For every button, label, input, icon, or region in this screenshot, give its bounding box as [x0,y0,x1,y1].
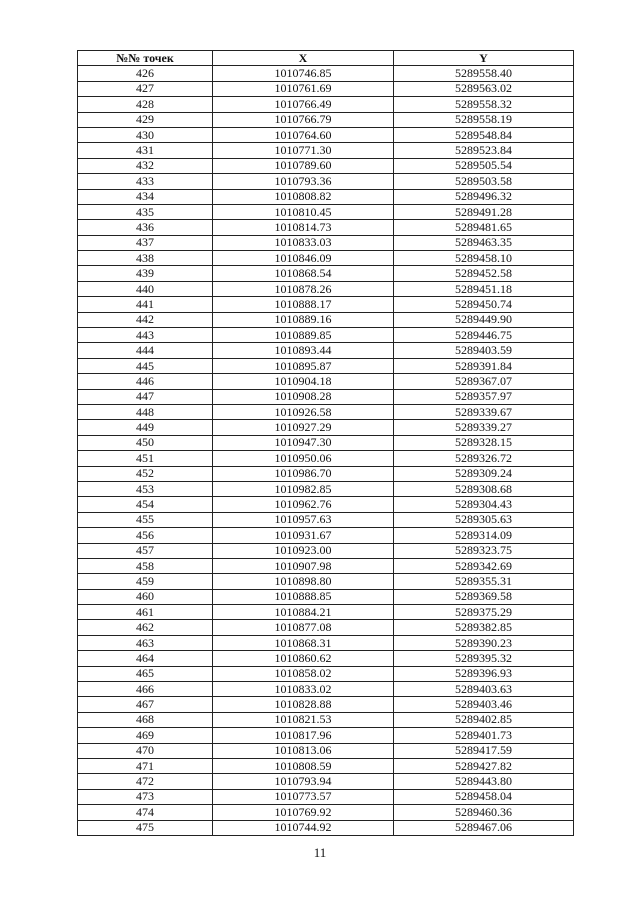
table-row [78,682,574,697]
cell-y: 5289309.24 [394,466,574,481]
cell-x: 1010793.94 [213,774,394,789]
cell-x: 1010773.57 [213,789,394,804]
table-row [78,589,574,604]
table-row [78,251,574,266]
cell-x: 1010817.96 [213,728,394,743]
cell-x: 1010893.44 [213,343,394,358]
cell-y: 5289304.43 [394,497,574,512]
cell-point-number: 432 [78,158,213,173]
cell-point-number: 458 [78,558,213,573]
cell-x: 1010947.30 [213,435,394,450]
cell-point-number: 466 [78,682,213,697]
table-row [78,805,574,820]
cell-point-number: 449 [78,420,213,435]
cell-point-number: 447 [78,389,213,404]
cell-point-number: 472 [78,774,213,789]
cell-point-number: 463 [78,635,213,650]
table-row [78,297,574,312]
cell-point-number: 437 [78,235,213,250]
cell-y: 5289523.84 [394,143,574,158]
cell-y: 5289451.18 [394,281,574,296]
cell-x: 1010982.85 [213,481,394,496]
cell-x: 1010868.31 [213,635,394,650]
table-row [78,66,574,81]
cell-y: 5289395.32 [394,651,574,666]
cell-y: 5289491.28 [394,204,574,219]
cell-x: 1010764.60 [213,127,394,142]
cell-x: 1010888.85 [213,589,394,604]
cell-point-number: 427 [78,81,213,96]
cell-y: 5289339.67 [394,404,574,419]
cell-x: 1010793.36 [213,174,394,189]
page-number: 11 [313,845,327,860]
cell-x: 1010766.49 [213,97,394,112]
table-row [78,235,574,250]
cell-y: 5289460.36 [394,805,574,820]
cell-x: 1010957.63 [213,512,394,527]
table-row [78,651,574,666]
cell-y: 5289355.31 [394,574,574,589]
column-header-y: Y [394,51,574,66]
cell-point-number: 434 [78,189,213,204]
table-row [78,543,574,558]
table-row [78,97,574,112]
cell-y: 5289558.19 [394,112,574,127]
table-row [78,328,574,343]
cell-y: 5289369.58 [394,589,574,604]
table-row [78,481,574,496]
cell-x: 1010858.02 [213,666,394,681]
table-row [78,574,574,589]
table-row [78,435,574,450]
table-row [78,712,574,727]
table-row [78,127,574,142]
cell-point-number: 448 [78,404,213,419]
table-row [78,404,574,419]
cell-y: 5289446.75 [394,328,574,343]
cell-x: 1010821.53 [213,712,394,727]
cell-x: 1010769.92 [213,805,394,820]
cell-x: 1010877.08 [213,620,394,635]
table-row [78,528,574,543]
cell-y: 5289558.32 [394,97,574,112]
cell-x: 1010813.06 [213,743,394,758]
cell-point-number: 451 [78,451,213,466]
cell-y: 5289496.32 [394,189,574,204]
cell-y: 5289357.97 [394,389,574,404]
cell-x: 1010931.67 [213,528,394,543]
cell-y: 5289463.35 [394,235,574,250]
column-header-x: X [213,51,394,66]
table-row [78,666,574,681]
cell-y: 5289401.73 [394,728,574,743]
cell-y: 5289417.59 [394,743,574,758]
cell-x: 1010962.76 [213,497,394,512]
cell-y: 5289367.07 [394,374,574,389]
table-row [78,728,574,743]
cell-point-number: 460 [78,589,213,604]
cell-y: 5289503.58 [394,174,574,189]
coordinates-table [77,50,574,836]
table-row [78,389,574,404]
cell-x: 1010746.85 [213,66,394,81]
cell-y: 5289396.93 [394,666,574,681]
cell-x: 1010884.21 [213,605,394,620]
table-row [78,512,574,527]
table-row [78,758,574,773]
cell-point-number: 456 [78,528,213,543]
column-header-point-number: №№ точек [78,51,213,66]
cell-x: 1010908.28 [213,389,394,404]
cell-point-number: 468 [78,712,213,727]
cell-y: 5289402.85 [394,712,574,727]
table-header-row [78,51,574,66]
table-body [78,66,574,836]
cell-point-number: 429 [78,112,213,127]
cell-y: 5289427.82 [394,758,574,773]
table-row [78,697,574,712]
cell-x: 1010889.85 [213,328,394,343]
cell-x: 1010868.54 [213,266,394,281]
cell-y: 5289342.69 [394,558,574,573]
table-row [78,820,574,835]
cell-point-number: 452 [78,466,213,481]
cell-y: 5289323.75 [394,543,574,558]
cell-x: 1010923.00 [213,543,394,558]
cell-y: 5289308.68 [394,481,574,496]
cell-x: 1010878.26 [213,281,394,296]
cell-y: 5289390.23 [394,635,574,650]
cell-x: 1010814.73 [213,220,394,235]
cell-y: 5289505.54 [394,158,574,173]
cell-x: 1010895.87 [213,358,394,373]
cell-point-number: 446 [78,374,213,389]
table-row [78,343,574,358]
cell-y: 5289548.84 [394,127,574,142]
table-row [78,281,574,296]
cell-x: 1010744.92 [213,820,394,835]
cell-x: 1010860.62 [213,651,394,666]
table-row [78,789,574,804]
table-row [78,774,574,789]
cell-y: 5289403.63 [394,682,574,697]
table-row [78,420,574,435]
cell-y: 5289339.27 [394,420,574,435]
cell-point-number: 440 [78,281,213,296]
cell-x: 1010889.16 [213,312,394,327]
cell-point-number: 475 [78,820,213,835]
table-row [78,451,574,466]
table-row [78,143,574,158]
cell-point-number: 454 [78,497,213,512]
cell-y: 5289449.90 [394,312,574,327]
cell-y: 5289314.09 [394,528,574,543]
cell-point-number: 465 [78,666,213,681]
cell-point-number: 455 [78,512,213,527]
cell-point-number: 439 [78,266,213,281]
cell-y: 5289328.15 [394,435,574,450]
cell-y: 5289443.80 [394,774,574,789]
cell-point-number: 461 [78,605,213,620]
table-row [78,635,574,650]
cell-point-number: 438 [78,251,213,266]
table-row [78,605,574,620]
cell-point-number: 443 [78,328,213,343]
table-row [78,266,574,281]
cell-point-number: 433 [78,174,213,189]
table-row [78,312,574,327]
cell-point-number: 436 [78,220,213,235]
cell-y: 5289382.85 [394,620,574,635]
table-row [78,743,574,758]
table-row [78,204,574,219]
cell-x: 1010833.03 [213,235,394,250]
table-row [78,466,574,481]
cell-point-number: 444 [78,343,213,358]
cell-point-number: 467 [78,697,213,712]
cell-y: 5289326.72 [394,451,574,466]
cell-x: 1010904.18 [213,374,394,389]
cell-point-number: 435 [78,204,213,219]
cell-point-number: 464 [78,651,213,666]
cell-point-number: 441 [78,297,213,312]
cell-x: 1010808.82 [213,189,394,204]
cell-point-number: 426 [78,66,213,81]
cell-y: 5289563.02 [394,81,574,96]
table-row [78,112,574,127]
cell-y: 5289558.40 [394,66,574,81]
cell-y: 5289403.46 [394,697,574,712]
cell-point-number: 462 [78,620,213,635]
cell-x: 1010927.29 [213,420,394,435]
cell-x: 1010846.09 [213,251,394,266]
cell-y: 5289452.58 [394,266,574,281]
table-row [78,558,574,573]
cell-x: 1010926.58 [213,404,394,419]
table-row [78,158,574,173]
cell-point-number: 453 [78,481,213,496]
cell-x: 1010789.60 [213,158,394,173]
cell-point-number: 470 [78,743,213,758]
cell-x: 1010761.69 [213,81,394,96]
cell-y: 5289458.04 [394,789,574,804]
cell-y: 5289375.29 [394,605,574,620]
cell-x: 1010986.70 [213,466,394,481]
cell-point-number: 471 [78,758,213,773]
cell-y: 5289458.10 [394,251,574,266]
cell-x: 1010888.17 [213,297,394,312]
cell-x: 1010828.88 [213,697,394,712]
cell-x: 1010810.45 [213,204,394,219]
cell-y: 5289305.63 [394,512,574,527]
cell-y: 5289403.59 [394,343,574,358]
cell-y: 5289467.06 [394,820,574,835]
cell-y: 5289391.84 [394,358,574,373]
cell-point-number: 430 [78,127,213,142]
cell-point-number: 469 [78,728,213,743]
table-row [78,358,574,373]
table-row [78,81,574,96]
cell-x: 1010898.80 [213,574,394,589]
cell-point-number: 457 [78,543,213,558]
table-row [78,189,574,204]
table-row [78,497,574,512]
cell-point-number: 473 [78,789,213,804]
cell-point-number: 431 [78,143,213,158]
cell-point-number: 428 [78,97,213,112]
table-row [78,220,574,235]
table-row [78,174,574,189]
table-row [78,374,574,389]
cell-y: 5289481.65 [394,220,574,235]
cell-point-number: 442 [78,312,213,327]
cell-x: 1010766.79 [213,112,394,127]
cell-x: 1010808.59 [213,758,394,773]
cell-point-number: 450 [78,435,213,450]
cell-y: 5289450.74 [394,297,574,312]
cell-x: 1010833.02 [213,682,394,697]
cell-x: 1010950.06 [213,451,394,466]
cell-point-number: 459 [78,574,213,589]
cell-point-number: 474 [78,805,213,820]
cell-x: 1010771.30 [213,143,394,158]
cell-point-number: 445 [78,358,213,373]
table-row [78,620,574,635]
cell-x: 1010907.98 [213,558,394,573]
